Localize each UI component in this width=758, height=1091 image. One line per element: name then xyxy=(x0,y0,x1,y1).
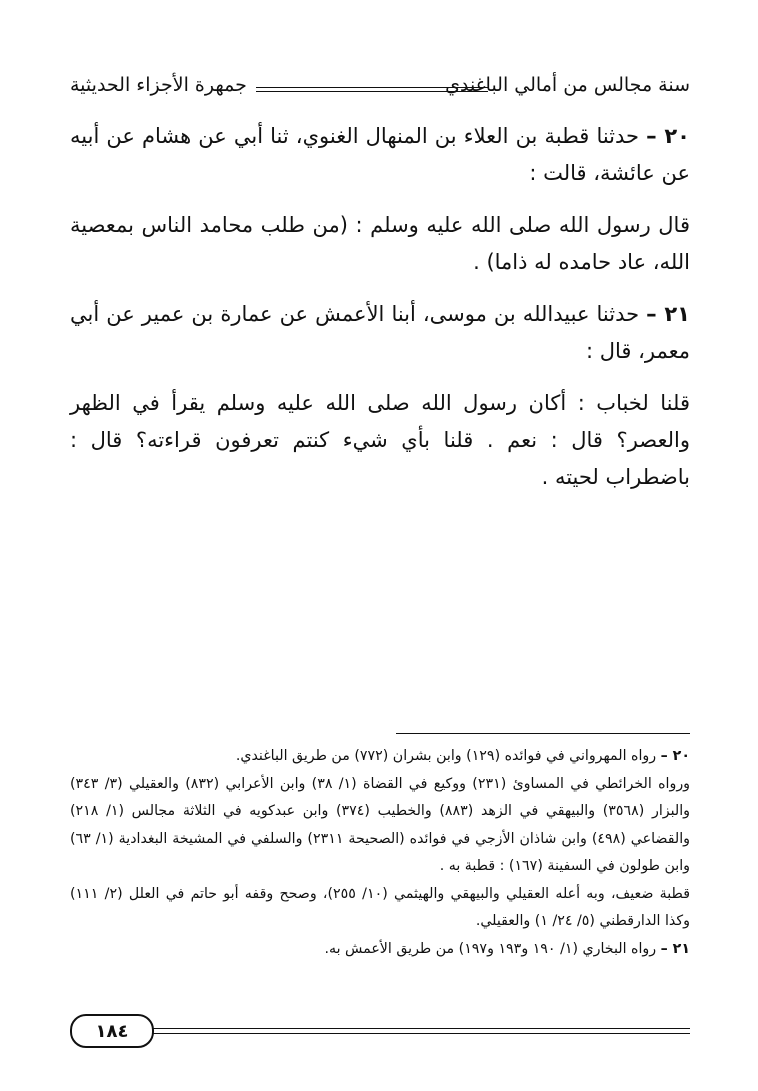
page-number: ١٨٤ xyxy=(95,1020,129,1042)
page-footer xyxy=(70,1014,690,1050)
header-divider xyxy=(256,87,488,92)
footnote-number: ٢٠ – xyxy=(660,748,690,764)
hadith-text: حدثنا قطبة بن العلاء بن المنهال الغنوي، ثنا أبي عن هشام عن أبيه عن عائشة، قالت : xyxy=(70,124,690,185)
hadith-21-matn xyxy=(70,385,690,496)
hadith-21-isnad xyxy=(70,296,690,370)
footnote-number: ٢١ – xyxy=(660,940,690,957)
footnote-20 xyxy=(70,743,690,771)
page-number-frame xyxy=(70,1014,154,1048)
hadith-20-matn xyxy=(70,207,690,281)
footer-divider xyxy=(150,1028,690,1034)
hadith-text: قال رسول الله صلى الله عليه وسلم : (من طلب محامد الناس بمعصية الله، عاد حامده له ذاما) . xyxy=(70,213,690,274)
hadith-20-isnad xyxy=(70,118,690,192)
main-text xyxy=(70,118,690,511)
footnote-text: ورواه الخرائطي في المساوئ (٢٣١) ووكيع في القضاة (١/ ٣٨) وابن الأعرابي (٨٣٢) والعقيلي (٣/ ٣٤٣) والبزار (٣٥٦٨) والبيهقي في الزهد (٨٨٣) والخطيب (٣٧٤) وابن عبدكويه في الثلاثة مجالس (١/ ٢١٨) والقضاعي (٤٩٨) وابن شاذان الأزجي في فوائده (الصحيحة ٢٣١١) والسلفي في المشيخة البغدادية (١/ ٦٣) وابن طولون في السفينة (١٦٧) : قطبة به . xyxy=(70,775,691,874)
footnote-text: قطبة ضعيف، وبه أعله العقيلي والبيهقي والهيثمي (١٠/ ٢٥٥)، وصحح وقفه أبو حاتم في العلل (٢/ ١١١) وكذا الدارقطني (٥/ ٢٤/ ١) والعقيلي. xyxy=(70,885,690,929)
footnote-20-grading xyxy=(70,881,690,936)
hadith-number: ٢٠ – xyxy=(646,124,690,148)
running-header xyxy=(70,74,690,106)
header-series-title: جمهرة الأجزاء الحديثية xyxy=(70,74,247,96)
footnote-20-sources xyxy=(70,771,690,881)
footnotes xyxy=(70,743,690,963)
hadith-text: حدثنا عبيدالله بن موسى، أبنا الأعمش عن عمارة بن عمير عن أبي معمر، قال : xyxy=(70,302,690,363)
footnote-text: رواه المهرواني في فوائده (١٢٩) وابن بشران (٧٧٢) من طريق الباغندي. xyxy=(235,748,657,764)
hadith-text: قلنا لخباب : أكان رسول الله صلى الله عليه وسلم يقرأ في الظهر والعصر؟ قال : نعم . قلنا بأي شيء كنتم تعرفون قراءته؟ قال : باضطراب لحيته . xyxy=(70,391,690,489)
footnote-21 xyxy=(70,936,690,964)
footnote-separator xyxy=(396,733,690,734)
hadith-number: ٢١ – xyxy=(646,302,690,326)
header-book-title: سنة مجالس من أمالي الباغندي xyxy=(445,74,690,96)
footnote-text: رواه البخاري (١/ ١٩٠ و١٩٣ و١٩٧) من طريق الأعمش به. xyxy=(324,940,657,957)
